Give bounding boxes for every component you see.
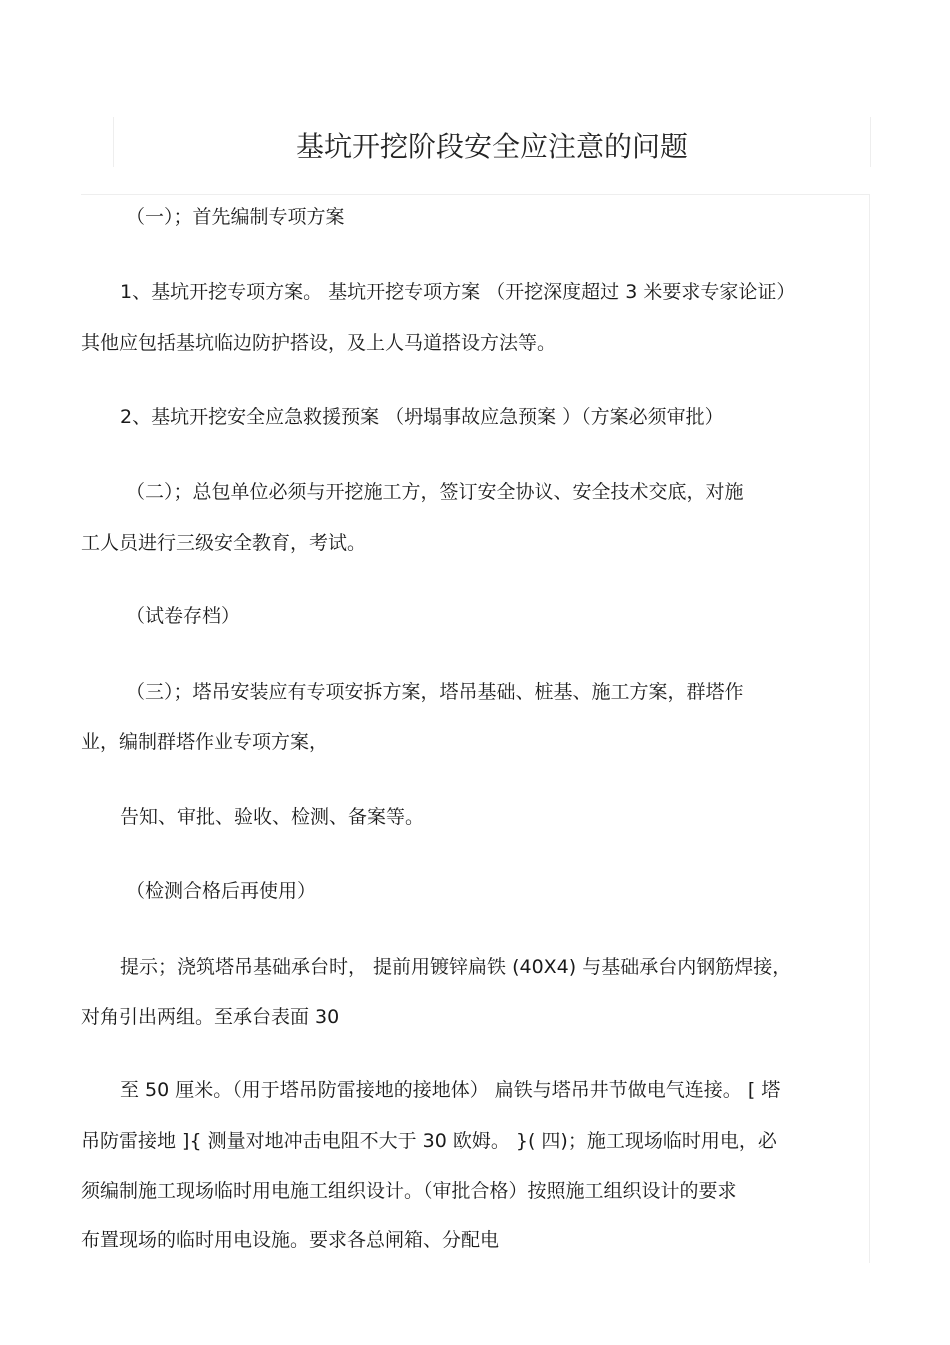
paragraph-line: 须编制施工现场临时用电施工组织设计。（审批合格）按照施工组织设计的要求 <box>81 1180 737 1202</box>
document-title: 基坑开挖阶段安全应注意的问题 <box>295 130 688 163</box>
paragraph-line: 工人员进行三级安全教育，考试。 <box>81 532 367 554</box>
title-box <box>113 117 871 167</box>
paragraph-line: 至 50 厘米。（用于塔吊防雷接地的接地体） 扁铁与塔吊井节做电气连接。 [ 塔 <box>120 1079 781 1101</box>
paragraph-line: 其他应包括基坑临边防护搭设，及上人马道搭设方法等。 <box>81 332 557 354</box>
paragraph-line: （二）；总包单位必须与开挖施工方，签订安全协议、安全技术交底，对施 <box>126 481 744 503</box>
paragraph-line: 提示；浇筑塔吊基础承台时， 提前用镀锌扁铁 (40X4) 与基础承台内钢筋焊接， <box>120 956 792 978</box>
paragraph-line: 告知、审批、验收、检测、备案等。 <box>120 806 425 828</box>
paragraph-line: （一）；首先编制专项方案 <box>126 206 345 228</box>
paragraph-line: 业，编制群塔作业专项方案， <box>81 731 329 753</box>
paragraph-line: 1、基坑开挖专项方案。 基坑开挖专项方案 （开挖深度超过 3 米要求专家论证） <box>120 281 796 303</box>
paragraph-line: 布置现场的临时用电设施。要求各总闸箱、分配电 <box>81 1229 500 1251</box>
paragraph-line: 对角引出两组。至承台表面 30 <box>81 1006 340 1028</box>
paragraph-line: 2、基坑开挖安全应急救援预案 （坍塌事故应急预案 ）（方案必须审批） <box>120 406 724 428</box>
paragraph-line: （试卷存档） <box>126 605 241 627</box>
paragraph-line: （检测合格后再使用） <box>126 880 317 902</box>
paragraph-line: 吊防雷接地 ]{ 测量对地冲击电阻不大于 30 欧姆。 }( 四)；施工现场临时用电，必 <box>81 1130 777 1152</box>
paragraph-line: （三）；塔吊安装应有专项安拆方案，塔吊基础、桩基、施工方案，群塔作 <box>126 681 744 703</box>
